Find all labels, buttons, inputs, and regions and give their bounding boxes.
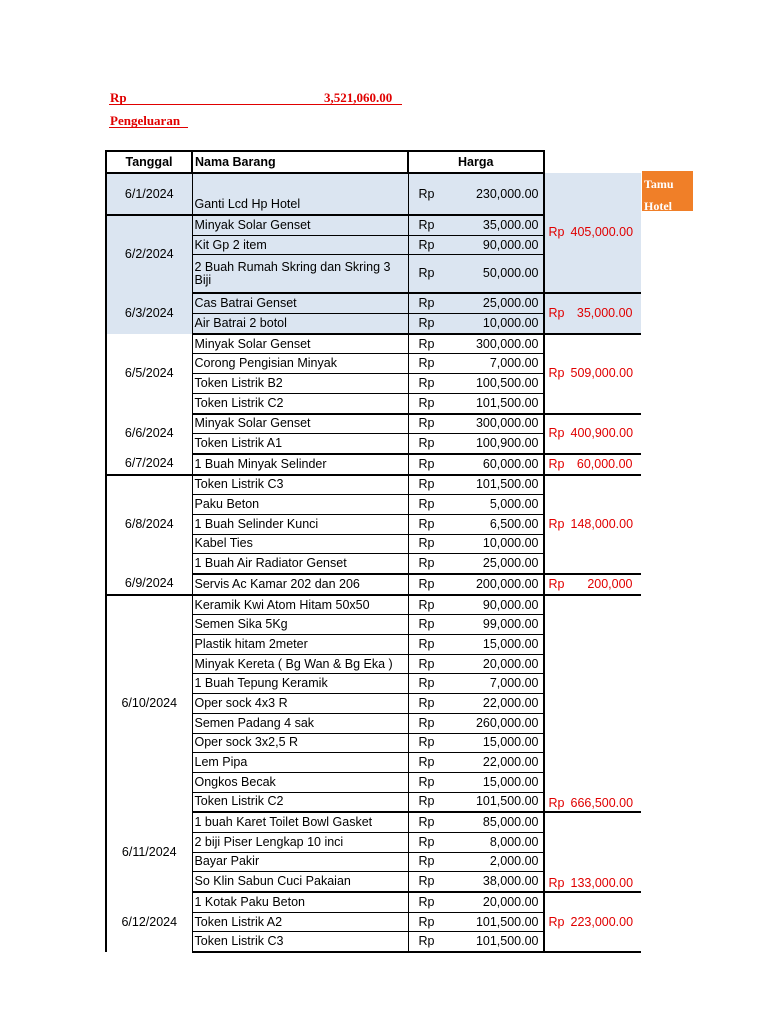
total-value: 666,500.00 — [570, 796, 634, 811]
table-row — [106, 293, 641, 313]
item-name-cell: Oper sock 3x2,5 R — [192, 733, 408, 753]
item-name-cell: 2 biji Piser Lengkap 10 inci — [192, 832, 408, 852]
item-name-cell: Corong Pengisian Minyak — [192, 354, 408, 374]
currency-cell: Rp — [408, 475, 445, 495]
currency-cell: Rp — [408, 414, 445, 434]
item-name-cell: 1 buah Karet Toilet Bowl Gasket — [192, 812, 408, 832]
amount-cell: 20,000.00 — [445, 654, 544, 674]
amount-cell: 101,500.00 — [445, 912, 544, 932]
item-name-cell: Kabel Ties — [192, 534, 408, 554]
header-label-underline — [109, 127, 188, 128]
item-name-cell: Minyak Kereta ( Bg Wan & Bg Eka ) — [192, 654, 408, 674]
table-row — [106, 892, 641, 912]
amount-cell: 38,000.00 — [445, 872, 544, 892]
amount-cell: 300,000.00 — [445, 414, 544, 434]
tamu-hotel-label: Tamu Hotel — [642, 171, 693, 211]
total-currency: Rp — [548, 225, 565, 240]
amount-cell: 101,500.00 — [445, 932, 544, 952]
total-currency: Rp — [548, 426, 565, 441]
amount-cell: 15,000.00 — [445, 772, 544, 792]
amount-cell: 22,000.00 — [445, 753, 544, 773]
date-cell: 6/9/2024 — [106, 574, 192, 595]
empty-total-cell — [544, 615, 641, 635]
currency-cell: Rp — [408, 713, 445, 733]
currency-cell: Rp — [408, 654, 445, 674]
empty-total-cell — [544, 674, 641, 694]
item-name-cell: Bayar Pakir — [192, 852, 408, 872]
table-row — [106, 812, 641, 832]
table-row — [106, 334, 641, 354]
currency-cell: Rp — [408, 293, 445, 313]
total-value: 200,000 — [587, 576, 633, 591]
currency-cell: Rp — [408, 255, 445, 294]
currency-cell: Rp — [408, 872, 445, 892]
total-value: 400,900.00 — [570, 426, 634, 441]
amount-cell: 100,500.00 — [445, 374, 544, 394]
amount-cell: 260,000.00 — [445, 713, 544, 733]
table-header-row — [106, 151, 641, 173]
empty-total-cell — [544, 753, 641, 773]
item-name-cell: 1 Buah Minyak Selinder — [192, 454, 408, 475]
date-cell: 6/2/2024 — [106, 215, 192, 293]
amount-cell: 15,000.00 — [445, 635, 544, 655]
amount-cell: 90,000.00 — [445, 235, 544, 255]
item-name-cell: Token Listrik B2 — [192, 374, 408, 394]
currency-cell: Rp — [408, 852, 445, 872]
date-cell: 6/12/2024 — [106, 892, 192, 952]
empty-total-cell — [544, 812, 641, 832]
amount-cell: 300,000.00 — [445, 334, 544, 354]
group-total-cell — [544, 454, 641, 475]
currency-cell: Rp — [408, 235, 445, 255]
amount-cell: 25,000.00 — [445, 554, 544, 574]
group-total-cell — [544, 892, 641, 952]
item-name-cell: 1 Buah Tepung Keramik — [192, 674, 408, 694]
currency-cell: Rp — [408, 912, 445, 932]
currency-cell: Rp — [408, 792, 445, 812]
amount-cell: 7,000.00 — [445, 674, 544, 694]
item-name-cell: Kit Gp 2 item — [192, 235, 408, 255]
amount-cell: 101,500.00 — [445, 393, 544, 413]
total-value: 509,000.00 — [570, 366, 634, 381]
amount-cell: 10,000.00 — [445, 534, 544, 554]
total-currency: Rp — [548, 914, 565, 929]
currency-cell: Rp — [408, 932, 445, 952]
currency-cell: Rp — [408, 772, 445, 792]
currency-cell: Rp — [408, 554, 445, 574]
item-name-cell: Semen Padang 4 sak — [192, 713, 408, 733]
date-cell: 6/1/2024 — [106, 173, 192, 215]
table-row — [106, 414, 641, 434]
empty-total-cell — [544, 595, 641, 615]
table-row — [106, 595, 641, 615]
total-currency: Rp — [548, 796, 565, 811]
item-name-cell: So Klin Sabun Cuci Pakaian — [192, 872, 408, 892]
total-currency: Rp — [548, 306, 565, 321]
item-name-cell: Token Listrik C3 — [192, 475, 408, 495]
group-total-cell — [544, 173, 641, 293]
table-row — [106, 173, 641, 215]
item-name-cell: Servis Ac Kamar 202 dan 206 — [192, 574, 408, 595]
group-total-cell — [544, 872, 641, 892]
amount-cell: 101,500.00 — [445, 475, 544, 495]
item-name-cell: 1 Kotak Paku Beton — [192, 892, 408, 912]
amount-cell: 60,000.00 — [445, 454, 544, 475]
currency-cell: Rp — [408, 892, 445, 912]
item-name-cell: Token Listrik C2 — [192, 792, 408, 812]
table-row — [106, 574, 641, 595]
currency-cell: Rp — [408, 534, 445, 554]
total-value: 133,000.00 — [570, 876, 634, 890]
date-cell: 6/8/2024 — [106, 475, 192, 574]
column-header-item: Nama Barang — [192, 151, 408, 173]
item-name-cell: 2 Buah Rumah Skring dan Skring 3 Biji — [192, 255, 408, 294]
item-name-cell: Token Listrik A2 — [192, 912, 408, 932]
amount-cell: 10,000.00 — [445, 314, 544, 334]
item-name-cell: Minyak Solar Genset — [192, 215, 408, 235]
currency-cell: Rp — [408, 733, 445, 753]
currency-cell: Rp — [408, 434, 445, 454]
total-value: 60,000.00 — [576, 456, 633, 471]
group-total-cell — [544, 792, 641, 812]
currency-cell: Rp — [408, 674, 445, 694]
empty-total-cell — [544, 635, 641, 655]
total-currency: Rp — [548, 876, 565, 890]
item-name-cell: 1 Buah Air Radiator Genset — [192, 554, 408, 574]
currency-cell: Rp — [408, 753, 445, 773]
header-total: 3,521,060.00 — [324, 90, 393, 105]
currency-cell: Rp — [408, 393, 445, 413]
table-row — [106, 475, 641, 495]
item-name-cell: Air Batrai 2 botol — [192, 314, 408, 334]
empty-total-cell — [544, 733, 641, 753]
group-total-cell — [544, 574, 641, 595]
item-name-cell: Plastik hitam 2meter — [192, 635, 408, 655]
item-name-cell: Lem Pipa — [192, 753, 408, 773]
currency-cell: Rp — [408, 615, 445, 635]
amount-cell: 200,000.00 — [445, 574, 544, 595]
amount-cell: 85,000.00 — [445, 812, 544, 832]
item-name-cell: Ongkos Becak — [192, 772, 408, 792]
amount-cell: 7,000.00 — [445, 354, 544, 374]
group-total-cell — [544, 293, 641, 333]
currency-cell: Rp — [408, 694, 445, 714]
amount-cell: 15,000.00 — [445, 733, 544, 753]
amount-cell: 100,900.00 — [445, 434, 544, 454]
amount-cell: 25,000.00 — [445, 293, 544, 313]
group-total-cell — [544, 414, 641, 454]
header-underline — [109, 104, 402, 105]
group-total-cell — [544, 334, 641, 414]
header-label: Pengeluaran — [110, 113, 181, 128]
empty-total-cell — [544, 772, 641, 792]
item-name-cell: Keramik Kwi Atom Hitam 50x50 — [192, 595, 408, 615]
empty-total-cell — [544, 832, 641, 852]
item-name-cell: Oper sock 4x3 R — [192, 694, 408, 714]
amount-cell: 6,500.00 — [445, 514, 544, 534]
date-cell: 6/5/2024 — [106, 334, 192, 414]
empty-total-cell — [544, 852, 641, 872]
column-header-date: Tanggal — [106, 151, 192, 173]
date-cell: 6/11/2024 — [106, 812, 192, 892]
amount-cell: 20,000.00 — [445, 892, 544, 912]
item-name-cell: Ganti Lcd Hp Hotel — [192, 173, 408, 215]
currency-cell: Rp — [408, 314, 445, 334]
total-value: 405,000.00 — [570, 225, 634, 240]
total-currency: Rp — [548, 456, 565, 471]
amount-cell: 8,000.00 — [445, 832, 544, 852]
currency-cell: Rp — [408, 514, 445, 534]
item-name-cell: Token Listrik C3 — [192, 932, 408, 952]
expense-table — [105, 150, 641, 953]
amount-cell: 35,000.00 — [445, 215, 544, 235]
date-cell: 6/3/2024 — [106, 293, 192, 333]
total-currency: Rp — [548, 516, 565, 531]
item-name-cell: Minyak Solar Genset — [192, 334, 408, 354]
amount-cell: 99,000.00 — [445, 615, 544, 635]
amount-cell: 50,000.00 — [445, 255, 544, 294]
item-name-cell: Token Listrik C2 — [192, 393, 408, 413]
empty-total-cell — [544, 694, 641, 714]
table-body — [106, 173, 641, 952]
date-cell: 6/10/2024 — [106, 595, 192, 813]
amount-cell: 22,000.00 — [445, 694, 544, 714]
item-name-cell: Token Listrik A1 — [192, 434, 408, 454]
column-header-price: Harga — [408, 151, 544, 173]
amount-cell: 2,000.00 — [445, 852, 544, 872]
total-value: 148,000.00 — [570, 516, 634, 531]
currency-cell: Rp — [408, 173, 445, 215]
currency-cell: Rp — [408, 595, 445, 615]
amount-cell: 5,000.00 — [445, 495, 544, 515]
group-total-cell — [544, 475, 641, 574]
empty-total-cell — [544, 654, 641, 674]
table-row — [106, 454, 641, 475]
amount-cell: 101,500.00 — [445, 792, 544, 812]
currency-cell: Rp — [408, 635, 445, 655]
currency-cell: Rp — [408, 454, 445, 475]
date-cell: 6/7/2024 — [106, 454, 192, 475]
date-cell: 6/6/2024 — [106, 414, 192, 454]
currency-cell: Rp — [408, 334, 445, 354]
currency-cell: Rp — [408, 812, 445, 832]
currency-cell: Rp — [408, 354, 445, 374]
header-currency: Rp — [110, 90, 127, 105]
item-name-cell: Paku Beton — [192, 495, 408, 515]
item-name-cell: Minyak Solar Genset — [192, 414, 408, 434]
empty-total-cell — [544, 713, 641, 733]
total-value: 223,000.00 — [570, 914, 634, 929]
currency-cell: Rp — [408, 374, 445, 394]
amount-cell: 90,000.00 — [445, 595, 544, 615]
item-name-cell: Semen Sika 5Kg — [192, 615, 408, 635]
item-name-cell: 1 Buah Selinder Kunci — [192, 514, 408, 534]
total-currency: Rp — [548, 366, 565, 381]
amount-cell: 230,000.00 — [445, 173, 544, 215]
total-currency: Rp — [548, 576, 565, 591]
currency-cell: Rp — [408, 574, 445, 595]
currency-cell: Rp — [408, 495, 445, 515]
currency-cell: Rp — [408, 832, 445, 852]
total-value: 35,000.00 — [576, 306, 633, 321]
item-name-cell: Cas Batrai Genset — [192, 293, 408, 313]
currency-cell: Rp — [408, 215, 445, 235]
